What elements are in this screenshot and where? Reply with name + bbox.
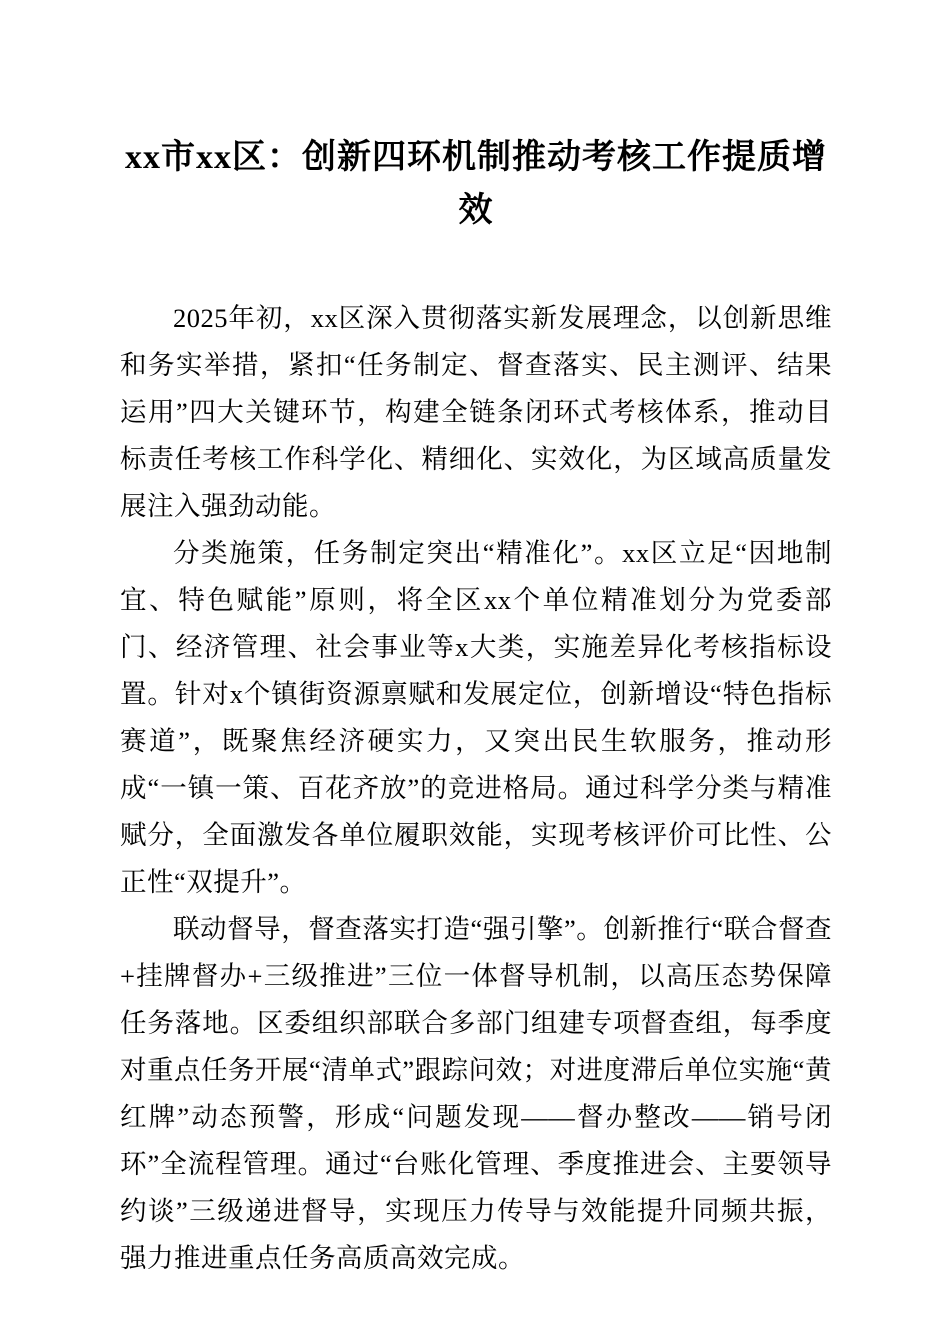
document-title: xx市xx区：创新四环机制推动考核工作提质增效: [125, 139, 827, 229]
paragraph-intro: 2025年初，xx区深入贯彻落实新发展理念，以创新思维和务实举措，紧扣“任务制定、督查落实、民主测评、结果运用”四大关键环节，构建全链条闭环式考核体系，推动目标责任考核工作科学化、精细化、实效化，为区域高质量发展注入强劲动能。: [120, 303, 832, 522]
paragraph-task-setting: 分类施策，任务制定突出“精准化”。xx区立足“因地制宜、特色赋能”原则，将全区xx个单位精准划分为党委部门、经济管理、社会事业等x大类，实施差异化考核指标设置。针对x个镇街资源禀赋和发展定位，创新增设“特色指标赛道”，既聚焦经济硬实力，又突出民生软服务，推动形成“一镇一策、百花齐放”的竞进格局。通过科学分类与精准赋分，全面激发各单位履职效能，实现考核评价可比性、公正性“双提升”。: [120, 538, 832, 898]
paragraph-supervision: 联动督导，督查落实打造“强引擎”。创新推行“联合督查+挂牌督办+三级推进”三位一体督导机制，以高压态势保障任务落地。区委组织部联合多部门组建专项督查组，每季度对重点任务开展“清单式”跟踪问效；对进度滞后单位实施“黄红牌”动态预警，形成“问题发现——督办整改——销号闭环”全流程管理。通过“台账化管理、季度推进会、主要领导约谈”三级递进督导，实现压力传导与效能提升同频共振，强力推进重点任务高质高效完成。: [120, 914, 832, 1274]
